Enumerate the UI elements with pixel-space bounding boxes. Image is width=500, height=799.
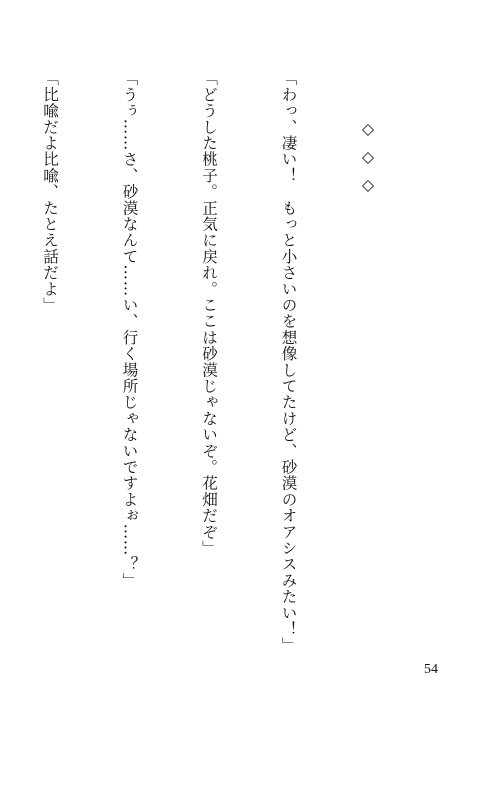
text-line: 「比喩だよ比喩、たとえ話だよ」 (41, 70, 59, 313)
page-number: 54 (424, 662, 438, 677)
vertical-text-block (0, 70, 434, 654)
text-line: 「わっ、凄い！ もっと小さいのを想像してたけど、砂漠のオアシスみたい！」 (279, 70, 298, 654)
text-line: 「どうした桃子。正気に戻れ。ここは砂漠じゃないぞ。花畑だぞ」 (200, 70, 218, 556)
text-line: 「うぅ……さ、砂漠なんて……い、行く場所じゃないですよぉ……？」 (120, 70, 139, 589)
scene-break-diamonds: ◇◇◇ (359, 120, 377, 204)
